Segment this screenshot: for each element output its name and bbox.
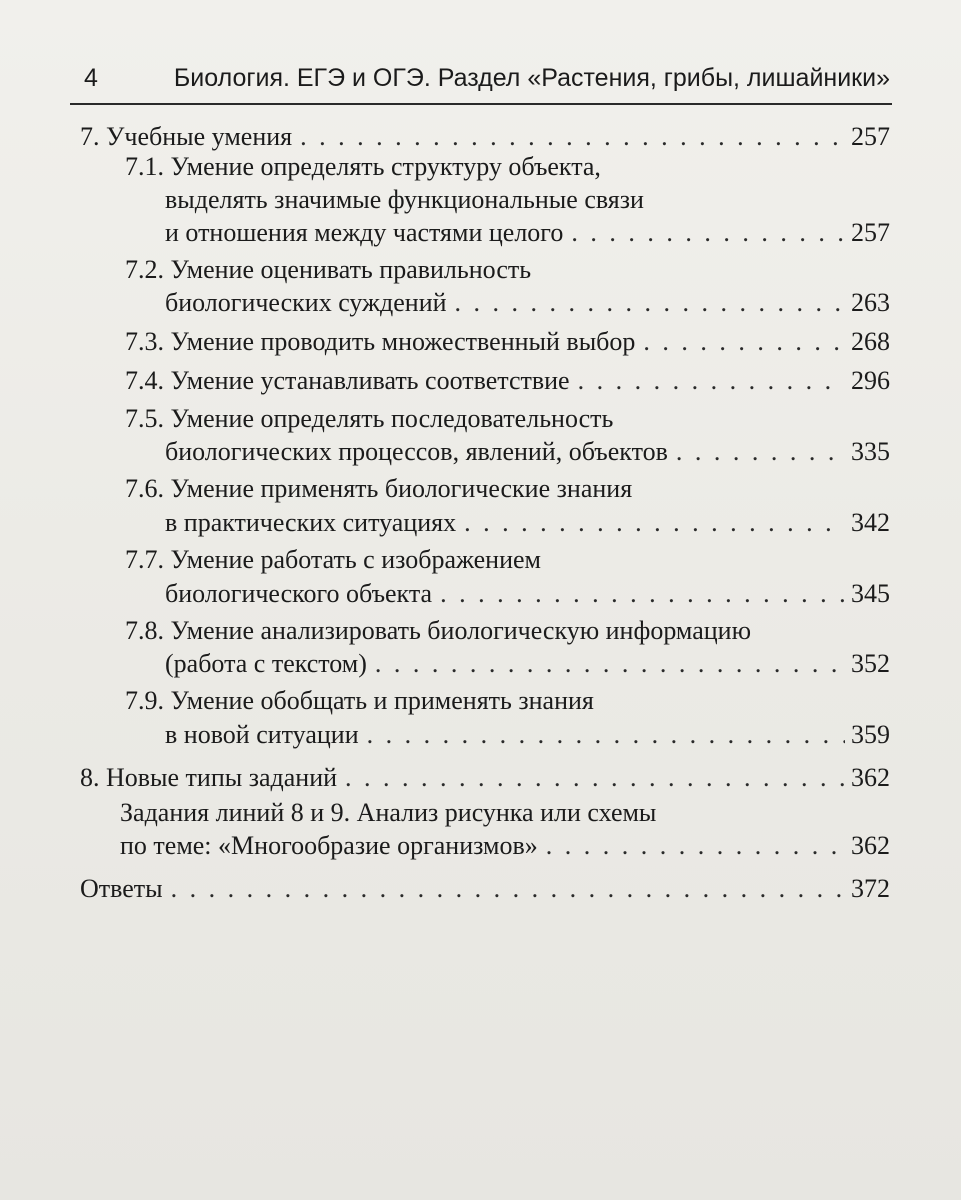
toc-entry-label: выделять значимые функциональные связи bbox=[165, 185, 644, 214]
toc-entry-page: 296 bbox=[851, 366, 890, 395]
dot-leader bbox=[455, 284, 845, 322]
toc-entry-label: и отношения между частями целого bbox=[165, 218, 564, 247]
toc-entry-page: 345 bbox=[851, 579, 890, 608]
dot-leader bbox=[440, 575, 845, 613]
toc-entry-page: 257 bbox=[851, 218, 890, 247]
toc-entry-label: Умение обобщать и применять знания bbox=[170, 686, 594, 715]
dot-leader bbox=[643, 323, 845, 361]
toc-entry-number: 7.9. bbox=[125, 686, 164, 715]
toc-entry-number: 7.4. bbox=[125, 366, 164, 395]
dot-leader bbox=[546, 827, 845, 865]
toc-entry-label: Умение применять биологические знания bbox=[170, 474, 633, 503]
dot-leader bbox=[464, 504, 845, 542]
toc-entry-label: в новой ситуации bbox=[165, 720, 359, 749]
toc-entry-label: Умение определять структуру объекта, bbox=[170, 152, 601, 181]
toc-entry-7-2-line2[interactable] bbox=[165, 284, 890, 322]
toc-entry-number: 7.7. bbox=[125, 545, 164, 574]
running-title: Биология. ЕГЭ и ОГЭ. Раздел «Растения, грибы, лишайники» bbox=[173, 64, 890, 92]
toc-entry-8[interactable] bbox=[80, 759, 890, 797]
dot-leader bbox=[171, 870, 845, 908]
toc-entry-label: Умение проводить множественный выбор bbox=[170, 327, 636, 356]
toc-entry-number: 7.1. bbox=[125, 152, 164, 181]
dot-leader bbox=[578, 362, 845, 400]
toc-entry-label: биологического объекта bbox=[165, 579, 433, 608]
toc-entry-page: 362 bbox=[851, 763, 890, 792]
toc-entry-page: 352 bbox=[851, 649, 890, 678]
toc-entry-label: Умение определять последовательность bbox=[170, 404, 614, 433]
toc-entry-7-7-line1[interactable] bbox=[125, 541, 541, 579]
dot-leader bbox=[375, 645, 845, 683]
toc-entry-page: 268 bbox=[851, 327, 890, 356]
toc-entry-7-6-line1[interactable] bbox=[125, 470, 632, 508]
toc-entry-8-sub-line2[interactable] bbox=[120, 827, 890, 865]
toc-entry-label: 7. Учебные умения bbox=[80, 122, 293, 151]
toc-entry-label: в практических ситуациях bbox=[165, 508, 457, 537]
toc-entry-page: 257 bbox=[851, 122, 890, 151]
toc-entry-label: 8. Новые типы заданий bbox=[80, 763, 338, 792]
toc-entry-number: 7.6. bbox=[125, 474, 164, 503]
toc-entry-label: Умение устанавливать соответствие bbox=[170, 366, 570, 395]
running-header bbox=[70, 58, 890, 98]
dot-leader bbox=[345, 759, 845, 797]
toc-entry-number: 7.8. bbox=[125, 616, 164, 645]
toc-entry-number: 7.5. bbox=[125, 404, 164, 433]
toc-entry-label: (работа с текстом) bbox=[165, 649, 367, 678]
toc-entry-page: 362 bbox=[851, 831, 890, 860]
toc-entry-label: Задания линий 8 и 9. Анализ рисунка или схемы bbox=[120, 798, 657, 827]
toc-entry-page: 263 bbox=[851, 288, 890, 317]
page-number: 4 bbox=[84, 64, 98, 92]
toc-entry-label: биологических процессов, явлений, объектов bbox=[165, 437, 668, 466]
toc-entry-7-7-line2[interactable] bbox=[165, 575, 890, 613]
toc-entry-page: 359 bbox=[851, 720, 890, 749]
header-divider bbox=[70, 103, 892, 105]
dot-leader bbox=[571, 214, 845, 252]
toc-entry-7-8-line2[interactable] bbox=[165, 645, 890, 683]
toc-entry-number: 7.2. bbox=[125, 255, 164, 284]
toc-entry-7-4[interactable] bbox=[125, 362, 890, 400]
toc-entry-label: Умение оценивать правильность bbox=[170, 255, 532, 284]
dot-leader bbox=[676, 433, 845, 471]
toc-entry-label: по теме: «Многообразие организмов» bbox=[120, 831, 538, 860]
toc-entry-label: Умение анализировать биологическую информацию bbox=[170, 616, 751, 645]
toc-entry-7-6-line2[interactable] bbox=[165, 504, 890, 542]
toc-entry-7-5-line2[interactable] bbox=[165, 433, 890, 471]
toc-entry-label: Ответы bbox=[80, 874, 163, 903]
toc-entry-page: 335 bbox=[851, 437, 890, 466]
toc-entry-page: 372 bbox=[851, 874, 890, 903]
toc-entry-label: биологических суждений bbox=[165, 288, 447, 317]
toc-entry-number: 7.3. bbox=[125, 327, 164, 356]
toc-entry-7-3[interactable] bbox=[125, 323, 890, 361]
toc-entry-label: Умение работать с изображением bbox=[170, 545, 541, 574]
toc-entry-answers[interactable] bbox=[80, 870, 890, 908]
toc-entry-7-1-line3[interactable] bbox=[165, 214, 890, 252]
toc-entry-7-9-line2[interactable] bbox=[165, 716, 890, 754]
toc-entry-7-9-line1[interactable] bbox=[125, 682, 594, 720]
dot-leader bbox=[367, 716, 845, 754]
toc-entry-page: 342 bbox=[851, 508, 890, 537]
